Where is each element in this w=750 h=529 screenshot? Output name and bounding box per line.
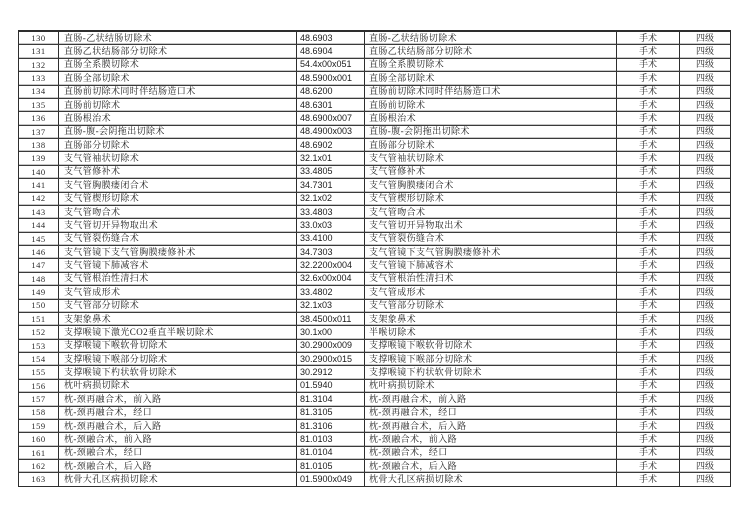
procedure-name-cell: 枕-颈再融合术，前入路 <box>59 393 297 405</box>
procedure-code-cell: 34.7303 <box>297 246 365 258</box>
category-cell: 手术 <box>617 393 680 405</box>
category-cell: 手术 <box>617 433 680 445</box>
table-row <box>19 273 730 286</box>
row-number-cell: 137 <box>19 126 59 138</box>
category-cell: 手术 <box>617 420 680 432</box>
row-number-cell: 146 <box>19 246 59 258</box>
level-cell: 四级 <box>680 45 730 57</box>
row-number-cell: 161 <box>19 447 59 459</box>
procedure-name-cell: 支气管部分切除术 <box>59 300 297 312</box>
table-row <box>19 179 730 192</box>
procedure-name-cell: 直肠前切除术同时伴结肠造口术 <box>59 86 297 98</box>
row-number-cell: 130 <box>19 32 59 44</box>
row-number-cell: 158 <box>19 407 59 419</box>
procedure-alias-cell: 枕-颈再融合术，前入路 <box>365 393 617 405</box>
level-cell: 四级 <box>680 433 730 445</box>
procedure-name-cell: 支气管根治性清扫术 <box>59 273 297 285</box>
level-cell: 四级 <box>680 300 730 312</box>
procedure-alias-cell: 支气管胸膜瘘闭合术 <box>365 179 617 191</box>
procedure-alias-cell: 支气管楔形切除术 <box>365 193 617 205</box>
procedure-alias-cell: 支撑喉镜下喉软骨切除术 <box>365 340 617 352</box>
row-number-cell: 156 <box>19 380 59 392</box>
procedure-alias-cell: 直肠全部切除术 <box>365 72 617 84</box>
procedure-code-cell: 81.0104 <box>297 447 365 459</box>
level-cell: 四级 <box>695 474 714 485</box>
procedure-alias-cell: 支撑喉镜下杓状软骨切除术 <box>365 366 617 378</box>
table-row <box>19 152 730 165</box>
table-row <box>19 340 730 353</box>
category-cell: 手术 <box>617 152 680 164</box>
table-row <box>19 193 730 206</box>
procedure-alias-cell: 支气管镜下支气管胸膜瘘修补术 <box>365 246 617 258</box>
procedure-name-cell: 支撑喉镜下喉软骨切除术 <box>59 340 297 352</box>
procedure-name-cell: 支气管修补术 <box>59 166 297 178</box>
procedure-code-cell: 48.6902 <box>297 139 365 151</box>
category-cell: 手术 <box>617 407 680 419</box>
procedure-alias-cell: 枕-颈融合术，前入路 <box>365 433 617 445</box>
procedure-name-cell: 直肠乙状结肠部分切除术 <box>59 45 297 57</box>
category-cell: 手术 <box>617 112 680 124</box>
level-cell: 四级 <box>680 86 730 98</box>
level-cell: 四级 <box>680 99 730 111</box>
category-cell: 手术 <box>617 32 680 44</box>
procedure-code-cell: 30.2900x015 <box>297 353 365 365</box>
row-number-cell: 141 <box>19 179 59 191</box>
category-cell: 手术 <box>617 273 680 285</box>
procedure-code-cell: 81.0103 <box>297 433 365 445</box>
category-cell: 手术 <box>617 139 680 151</box>
procedure-table <box>18 30 731 487</box>
procedure-alias-cell: 支气管根治性清扫术 <box>365 273 617 285</box>
category-cell: 手术 <box>617 206 680 218</box>
procedure-alias-cell: 支气管镜下肺减容术 <box>365 259 617 271</box>
procedure-code-cell: 48.4900x003 <box>297 126 365 138</box>
procedure-code-cell: 30.2912 <box>297 366 365 378</box>
level-cell: 四级 <box>680 286 730 298</box>
level-cell: 四级 <box>680 193 730 205</box>
procedure-alias-cell: 直肠-乙状结肠切除术 <box>365 32 617 44</box>
table-row <box>19 166 730 179</box>
row-number-cell: 133 <box>19 72 59 84</box>
row-number-cell: 144 <box>19 219 59 231</box>
procedure-name-cell: 枕-颈融合术，经口 <box>59 447 297 459</box>
category-cell: 手术 <box>617 193 680 205</box>
level-cell: 四级 <box>680 259 730 271</box>
row-number-cell: 152 <box>19 326 59 338</box>
table-row <box>19 460 730 473</box>
procedure-alias-cell: 直肠部分切除术 <box>365 139 617 151</box>
category-cell: 手术 <box>617 286 680 298</box>
level-cell: 四级 <box>680 152 730 164</box>
procedure-code-cell: 54.4x00x051 <box>297 59 365 71</box>
procedure-code-cell: 38.4500x011 <box>297 313 365 325</box>
level-cell: 四级 <box>680 420 730 432</box>
row-number-cell: 139 <box>19 152 59 164</box>
category-cell: 手术 <box>617 86 680 98</box>
level-cell: 四级 <box>680 273 730 285</box>
row-number-cell: 153 <box>19 340 59 352</box>
table-row <box>19 233 730 246</box>
category-cell: 手术 <box>617 447 680 459</box>
procedure-code-cell: 32.2200x004 <box>297 259 365 271</box>
level-cell: 四级 <box>680 447 730 459</box>
table-row <box>19 447 730 460</box>
procedure-code-cell: 30.2900x009 <box>297 340 365 352</box>
level-cell: 四级 <box>680 206 730 218</box>
procedure-name-cell: 枕-颈再融合术，后入路 <box>59 420 297 432</box>
procedure-alias-cell: 枕-颈融合术，经口 <box>365 447 617 459</box>
level-cell: 四级 <box>680 126 730 138</box>
procedure-code-cell: 33.4100 <box>297 233 365 245</box>
procedure-alias-cell: 支架象鼻术 <box>365 313 617 325</box>
procedure-name-cell: 支架象鼻术 <box>59 313 297 325</box>
procedure-name-cell: 枕叶病损切除术 <box>59 380 297 392</box>
procedure-alias-cell: 支气管吻合术 <box>365 206 617 218</box>
procedure-name-cell: 直肠根治术 <box>59 112 297 124</box>
procedure-code-cell: 33.4802 <box>297 286 365 298</box>
category-cell: 手术 <box>617 219 680 231</box>
level-cell: 四级 <box>680 393 730 405</box>
row-number-cell: 163 <box>19 473 59 485</box>
procedure-name-cell: 支气管胸膜瘘闭合术 <box>59 179 297 191</box>
table-row <box>19 246 730 259</box>
procedure-name-cell: 直肠全部切除术 <box>59 72 297 84</box>
category-cell: 手术 <box>617 99 680 111</box>
row-number-cell: 140 <box>19 166 59 178</box>
procedure-code-cell: 81.0105 <box>297 460 365 472</box>
level-cell: 四级 <box>680 246 730 258</box>
procedure-name-cell: 支气管袖状切除术 <box>59 152 297 164</box>
procedure-name-cell: 支气管吻合术 <box>59 206 297 218</box>
procedure-name-cell: 枕骨大孔区病损切除术 <box>59 473 297 485</box>
procedure-alias-cell: 枕-颈融合术，后入路 <box>365 460 617 472</box>
category-cell: 手术 <box>617 59 680 71</box>
level-cell: 四级 <box>680 59 730 71</box>
category-cell: 手术 <box>617 366 680 378</box>
row-number-cell: 159 <box>19 420 59 432</box>
category-cell: 手术 <box>617 380 680 392</box>
procedure-code-cell: 32.1x02 <box>297 193 365 205</box>
procedure-code-cell: 01.5900x049 <box>297 473 365 485</box>
row-number-cell: 136 <box>19 112 59 124</box>
table-row <box>19 86 730 99</box>
procedure-name-cell: 支撑喉镜下喉部分切除术 <box>59 353 297 365</box>
procedure-code-cell: 30.1x00 <box>297 326 365 338</box>
level-cell: 四级 <box>680 166 730 178</box>
row-number-cell: 149 <box>19 286 59 298</box>
procedure-alias-cell: 枕-颈再融合术，后入路 <box>365 420 617 432</box>
row-number-cell: 147 <box>19 259 59 271</box>
procedure-alias-cell: 直肠根治术 <box>365 112 617 124</box>
table-row <box>19 112 730 125</box>
level-cell: 四级 <box>680 460 730 472</box>
procedure-code-cell: 32.1x03 <box>297 300 365 312</box>
table-row <box>19 407 730 420</box>
row-number-cell: 148 <box>19 273 59 285</box>
category-cell: 手术 <box>617 340 680 352</box>
level-cell: 四级 <box>680 340 730 352</box>
row-number-cell: 135 <box>19 99 59 111</box>
procedure-alias-cell: 枕叶病损切除术 <box>365 380 617 392</box>
procedure-code-cell: 48.6900x007 <box>297 112 365 124</box>
category-cell: 手术 <box>617 259 680 271</box>
table-row <box>19 259 730 272</box>
table-row <box>19 393 730 406</box>
level-cell: 四级 <box>680 219 730 231</box>
procedure-alias-cell: 直肠-腹-会阴拖出切除术 <box>365 126 617 138</box>
procedure-code-cell: 33.4805 <box>297 166 365 178</box>
procedure-alias-cell: 支气管成形术 <box>365 286 617 298</box>
level-cell: 四级 <box>680 407 730 419</box>
procedure-code-cell: 33.0x03 <box>297 219 365 231</box>
category-cell: 手术 <box>617 353 680 365</box>
procedure-alias-cell: 支气管部分切除术 <box>365 300 617 312</box>
procedure-alias-cell: 枕骨大孔区病损切除术 <box>365 473 617 485</box>
level-cell: 四级 <box>680 380 730 392</box>
table-row <box>19 59 730 72</box>
level-cell: 四级 <box>680 313 730 325</box>
procedure-name-cell: 支气管切开异物取出术 <box>59 219 297 231</box>
row-number-cell: 155 <box>19 366 59 378</box>
procedure-code-cell: 81.3104 <box>297 393 365 405</box>
row-number-cell: 154 <box>19 353 59 365</box>
procedure-alias-cell: 枕-颈再融合术，经口 <box>365 407 617 419</box>
procedure-name-cell: 枕-颈融合术，后入路 <box>59 460 297 472</box>
row-number-cell: 157 <box>19 393 59 405</box>
procedure-code-cell: 01.5940 <box>297 380 365 392</box>
procedure-name-cell: 直肠-乙状结肠切除术 <box>59 32 297 44</box>
row-number-cell: 132 <box>19 59 59 71</box>
procedure-alias-cell: 支气管修补术 <box>365 166 617 178</box>
table-row <box>19 380 730 393</box>
level-cell: 四级 <box>680 32 730 44</box>
procedure-code-cell: 33.4803 <box>297 206 365 218</box>
row-number-cell: 160 <box>19 433 59 445</box>
table-row <box>19 206 730 219</box>
category-cell: 手术 <box>617 300 680 312</box>
procedure-alias-cell: 半喉切除术 <box>365 326 617 338</box>
procedure-code-cell: 34.7301 <box>297 179 365 191</box>
procedure-name-cell: 支气管楔形切除术 <box>59 193 297 205</box>
row-number-cell: 143 <box>19 206 59 218</box>
table-row <box>19 45 730 58</box>
procedure-code-cell: 81.3105 <box>297 407 365 419</box>
procedure-name-cell: 枕-颈融合术，前入路 <box>59 433 297 445</box>
procedure-name-cell: 支气管成形术 <box>59 286 297 298</box>
procedure-alias-cell: 支气管袖状切除术 <box>365 152 617 164</box>
level-cell: 四级 <box>680 353 730 365</box>
procedure-alias-cell: 支撑喉镜下喉部分切除术 <box>365 353 617 365</box>
procedure-name-cell: 直肠-腹-会阴拖出切除术 <box>59 126 297 138</box>
row-number-cell: 131 <box>19 45 59 57</box>
table-row <box>19 300 730 313</box>
table-row <box>19 219 730 232</box>
level-cell: 四级 <box>680 112 730 124</box>
procedure-alias-cell: 直肠全系膜切除术 <box>365 59 617 71</box>
table-row <box>19 286 730 299</box>
level-cell: 四级 <box>680 72 730 84</box>
procedure-name-cell: 支气管镜下肺减容术 <box>59 259 297 271</box>
procedure-alias-cell: 直肠乙状结肠部分切除术 <box>365 45 617 57</box>
procedure-alias-cell: 支气管切开异物取出术 <box>365 219 617 231</box>
procedure-name-cell: 支气管镜下支气管胸膜瘘修补术 <box>59 246 297 258</box>
procedure-code-cell: 48.6904 <box>297 45 365 57</box>
category-cell: 手术 <box>617 179 680 191</box>
row-number-cell: 134 <box>19 86 59 98</box>
level-cell: 四级 <box>680 139 730 151</box>
table-row <box>19 139 730 152</box>
row-number-cell: 162 <box>19 460 59 472</box>
category-cell: 手术 <box>617 326 680 338</box>
row-number-cell: 138 <box>19 139 59 151</box>
procedure-name-cell: 直肠全系膜切除术 <box>59 59 297 71</box>
table-row <box>19 126 730 139</box>
procedure-code-cell: 32.6x00x004 <box>297 273 365 285</box>
category-cell: 手术 <box>617 233 680 245</box>
procedure-name-cell: 支气管裂伤缝合术 <box>59 233 297 245</box>
category-cell: 手术 <box>617 126 680 138</box>
table-row <box>19 420 730 433</box>
procedure-code-cell: 48.6200 <box>297 86 365 98</box>
row-number-cell: 142 <box>19 193 59 205</box>
procedure-code-cell: 32.1x01 <box>297 152 365 164</box>
table-row <box>19 433 730 446</box>
table-row <box>19 366 730 379</box>
category-cell: 手术 <box>617 45 680 57</box>
row-number-cell: 151 <box>19 313 59 325</box>
procedure-alias-cell: 直肠前切除术同时伴结肠造口术 <box>365 86 617 98</box>
procedure-name-cell: 支撑喉镜下杓状软骨切除术 <box>59 366 297 378</box>
procedure-name-cell: 支撑喉镜下激光CO2垂直半喉切除术 <box>59 326 297 338</box>
procedure-alias-cell: 支气管裂伤缝合术 <box>365 233 617 245</box>
table-row <box>19 326 730 339</box>
category-cell: 手术 <box>617 166 680 178</box>
table-row <box>19 99 730 112</box>
category-cell: 手术 <box>617 473 680 485</box>
table-row <box>19 473 730 485</box>
procedure-name-cell: 枕-颈再融合术，经口 <box>59 407 297 419</box>
level-cell: 四级 <box>680 366 730 378</box>
procedure-name-cell: 直肠前切除术 <box>59 99 297 111</box>
category-cell: 手术 <box>617 313 680 325</box>
row-number-cell: 150 <box>19 300 59 312</box>
table-row <box>19 72 730 85</box>
table-row <box>19 32 730 45</box>
category-cell: 手术 <box>617 460 680 472</box>
row-number-cell: 145 <box>19 233 59 245</box>
procedure-name-cell: 直肠部分切除术 <box>59 139 297 151</box>
procedure-alias-cell: 直肠前切除术 <box>365 99 617 111</box>
table-row <box>19 353 730 366</box>
category-cell: 手术 <box>617 246 680 258</box>
level-cell: 四级 <box>680 179 730 191</box>
procedure-code-cell: 48.5900x001 <box>297 72 365 84</box>
level-cell: 四级 <box>680 326 730 338</box>
category-cell: 手术 <box>617 72 680 84</box>
procedure-code-cell: 81.3106 <box>297 420 365 432</box>
level-cell: 四级 <box>680 233 730 245</box>
table-body <box>19 32 730 486</box>
procedure-code-cell: 48.6903 <box>297 32 365 44</box>
table-row <box>19 313 730 326</box>
procedure-code-cell: 48.6301 <box>297 99 365 111</box>
